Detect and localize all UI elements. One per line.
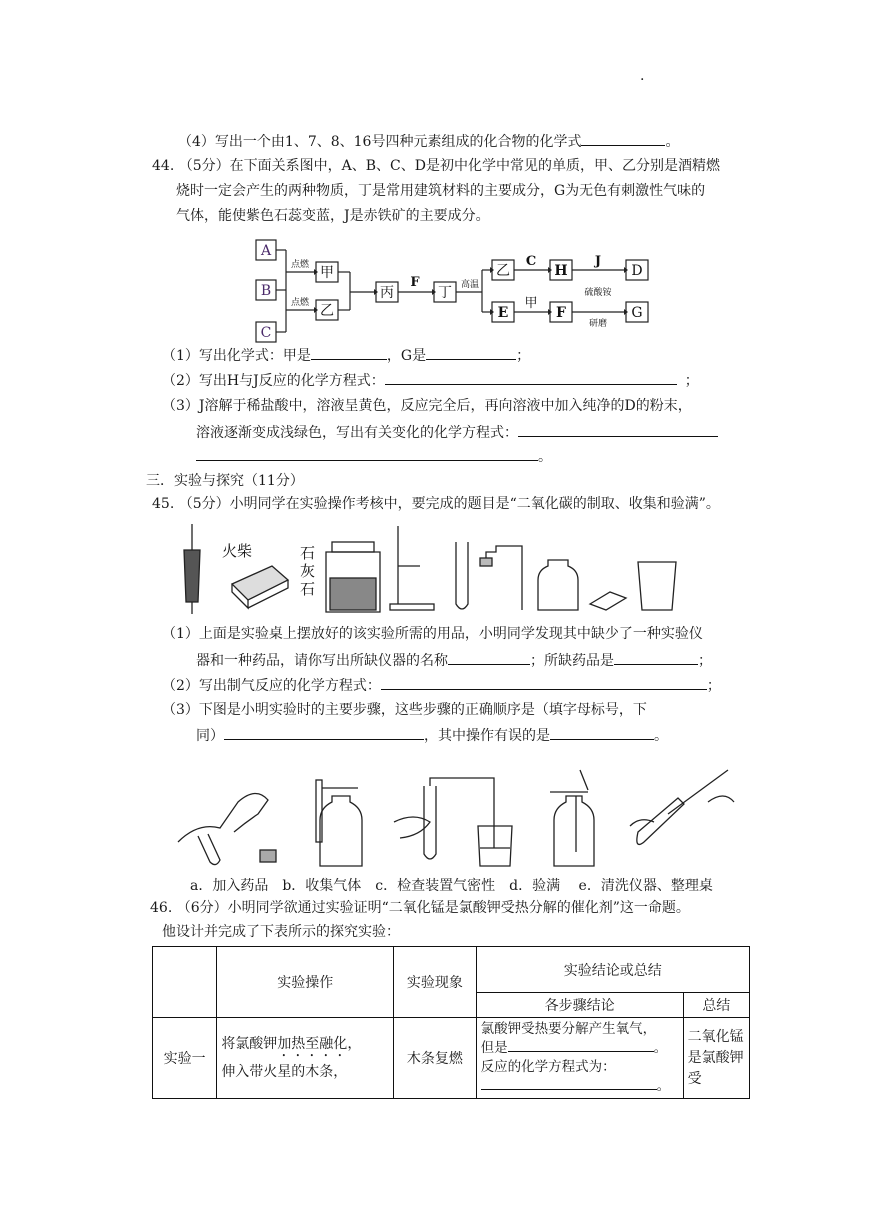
q44-intro-line1: 44. （5分）在下面关系图中，A、B、C、D是初中化学中常见的单质，甲、乙分别是酒精燃 (152, 158, 720, 174)
node-E: E (497, 305, 509, 321)
q46-intro-line1: 46. （6分）小明同学欲通过实验证明“二氧化锰是氯酸钾受热分解的催化剂”这一命题。 (150, 900, 690, 916)
test-tube-brush-icon (184, 524, 200, 614)
q45-sub1-line1: （1）上面是实验桌上摆放好的该实验所需的用品，小明同学发现其中缺少了一种实验仪 (162, 626, 703, 642)
limestone-label-2: 灰 (300, 562, 316, 580)
gas-jar-icon (538, 560, 578, 610)
node-H: H (554, 263, 568, 279)
q45-apparatus-row (176, 522, 686, 618)
header-phenomenon: 实验现象 (394, 947, 476, 1018)
answer-blank-equation-table[interactable] (481, 1077, 657, 1090)
corner-dot: . (640, 68, 645, 84)
iron-stand-icon (390, 526, 434, 610)
label-C: C (525, 254, 537, 269)
header-summary: 总结 (683, 993, 749, 1018)
step-d-checking-full-icon (550, 770, 594, 866)
limestone-bottle-icon (326, 542, 380, 612)
q44-sub2: （2）写出H与J反应的化学方程式： ； (162, 370, 699, 391)
label-dianran-2: 点燃 (290, 298, 310, 308)
node-C: C (260, 325, 272, 341)
answer-blank-but[interactable] (508, 1039, 654, 1052)
step-c-airtightness-check-icon (394, 778, 512, 866)
q43-part4: （4）写出一个由1、7、8、16号四种元素组成的化合物的化学式 。 (178, 131, 679, 152)
step-e-cleaning-icon (630, 770, 734, 844)
label-gaowen: 高温 (460, 280, 480, 290)
label-liusuan: 硫酸铵 (584, 288, 612, 298)
label-jia: 甲 (524, 296, 538, 311)
node-yi2: 乙 (496, 263, 510, 279)
row1-operation: 将氯酸钾加热至融化， 伸入带火星的木条， (217, 1018, 394, 1099)
q45-sub2: （2）写出制气反应的化学方程式： ； (162, 675, 721, 696)
header-step-conclusion: 各步骤结论 (476, 993, 683, 1018)
q45-sub1-line2: 器和一种药品，请你写出所缺仪器的名称 ；所缺药品是 ； (196, 650, 712, 671)
node-A: A (260, 243, 272, 259)
q44-sub3-line2: 溶液逐渐变成浅绿色，写出有关变化的化学方程式： (196, 422, 718, 443)
answer-blank-error[interactable] (550, 725, 654, 740)
step-a-adding-reagent-icon (178, 793, 276, 864)
experiment-table (152, 946, 750, 1099)
answer-blank-eq2[interactable] (518, 422, 718, 437)
label-dianran-1: 点燃 (290, 260, 310, 270)
answer-blank-instrument[interactable] (448, 650, 530, 665)
node-D: D (631, 263, 643, 279)
q46-intro-line2: 他设计并完成了下表所示的探究实验： (162, 924, 400, 940)
node-jia: 甲 (320, 265, 334, 281)
q44-sub3-line3: 。 (196, 446, 552, 467)
node-yi: 乙 (320, 303, 334, 319)
answer-blank-eq3[interactable] (196, 446, 538, 461)
delivery-tube-icon (480, 546, 522, 610)
q45-sub3-line1: （3）下图是小明实验时的主要步骤，这些步骤的正确顺序是（填字母标号，下 (162, 702, 647, 718)
glass-plate-icon (590, 592, 626, 610)
q45-intro: 45. （5分）小明同学在实验操作考核中，要完成的题目是“二氧化碳的制取、收集和验满”。 (152, 496, 720, 512)
matches-label: 火柴 (222, 542, 253, 560)
q45-steps-caption: a．加入药品 b．收集气体 c．检查装置气密性 d．验满 e．清洗仪器、整理桌 (190, 878, 713, 894)
answer-blank-eq1[interactable] (385, 370, 677, 385)
q44-sub1: （1）写出化学式：甲是 ，G是 ； (162, 345, 530, 366)
q44-intro-line3: 气体，能使紫色石蕊变蓝，J是赤铁矿的主要成分。 (176, 208, 490, 224)
limestone-label-1: 石 (300, 544, 316, 562)
label-J: J (594, 254, 602, 269)
q45-steps-illustration (168, 766, 758, 876)
header-operation: 实验操作 (217, 947, 394, 1018)
row1-step-conclusion: 氯酸钾受热要分解产生氧气， 但是 。 反应的化学方程式为： 。 (476, 1018, 683, 1099)
label-yanmo: 研磨 (588, 319, 608, 329)
q44-sub3-line1: （3）J溶解于稀盐酸中，溶液呈黄色，反应完全后，再向溶液中加入纯净的D的粉末， (162, 398, 692, 414)
answer-blank-jia[interactable] (311, 345, 387, 360)
row1-phenomenon: 木条复燃 (394, 1018, 476, 1099)
node-ding: 丁 (438, 285, 452, 301)
beaker-icon (638, 562, 676, 610)
answer-blank-reagent[interactable] (614, 650, 698, 665)
answer-blank-order[interactable] (224, 725, 424, 740)
q45-sub3-line2: 同） ，其中操作有误的是 。 (196, 725, 668, 746)
label-F: F (410, 275, 420, 290)
answer-blank[interactable] (581, 131, 665, 146)
row1-summary: 二氧化锰是氯酸钾受 (683, 1018, 749, 1099)
matchbox-icon (232, 566, 288, 608)
row1-name: 实验一 (153, 1018, 217, 1099)
node-G: G (631, 305, 643, 321)
test-tube-icon (456, 542, 468, 609)
answer-blank-equation[interactable] (381, 675, 707, 690)
table-corner-cell (153, 947, 217, 1018)
node-bing: 丙 (380, 285, 394, 301)
node-B: B (260, 283, 272, 299)
section3-title: 三．实验与探究（11分） (146, 473, 304, 489)
step-b-collecting-gas-icon (316, 780, 362, 866)
q44-relationship-diagram (250, 234, 670, 346)
answer-blank-G[interactable] (426, 345, 516, 360)
header-conclusion: 实验结论或总结 (476, 947, 749, 993)
node-F: F (556, 305, 566, 321)
limestone-label-3: 石 (300, 580, 316, 598)
q44-intro-line2: 烧时一定会产生的两种物质，丁是常用建筑材料的主要成分，G为无色有刺激性气味的 (176, 183, 706, 199)
